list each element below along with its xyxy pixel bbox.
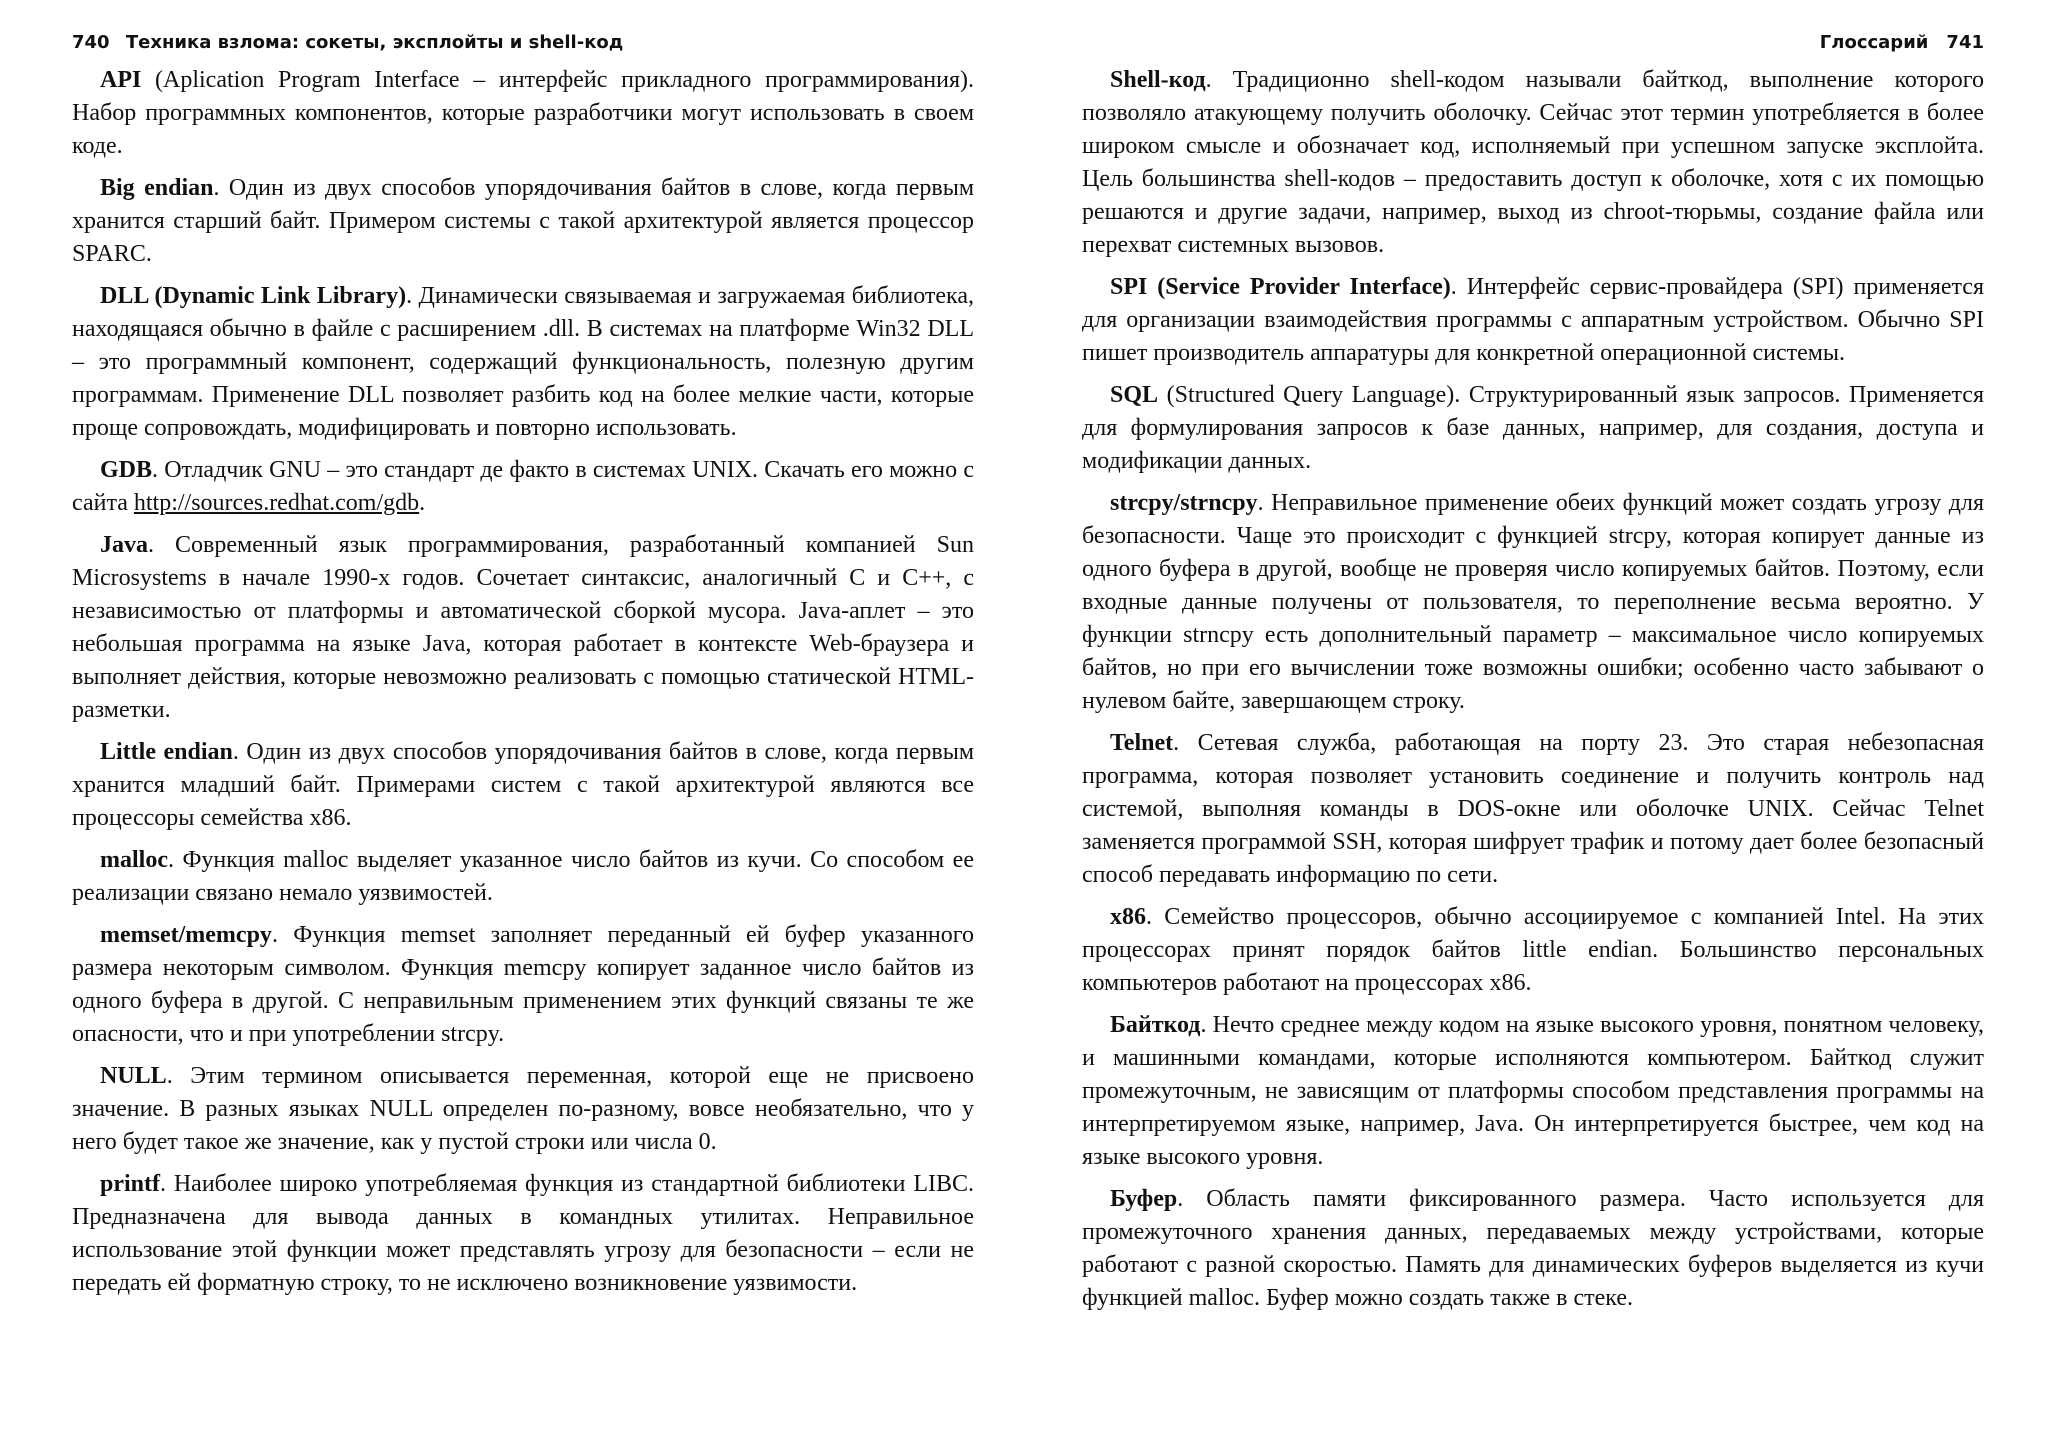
glossary-entry-printf — [72, 1168, 974, 1300]
glossary-entry-sql — [1082, 379, 1984, 478]
right-page — [1082, 0, 1984, 1447]
glossary-term: SQL — [1110, 382, 1159, 408]
glossary-definition: . Функция malloc выделяет указанное число байтов из кучи. Со способом ее реализации связано немало уязвимостей. — [72, 847, 974, 906]
glossary-definition: . Современный язык программирования, разработанный компанией Sun Microsystems в начале 1990-х годов. Сочетает синтаксис, аналогичный C и C++, с независимостью от платформы и автоматической сборкой мусора. Java-аплет – это небольшая программа на языке Java, которая работает в контексте Web-браузера и выполняет действия, которые невозможно реализовать с помощью статической HTML-разметки. — [72, 532, 974, 723]
page-number-left: 740 — [72, 32, 110, 53]
glossary-entry-little-endian — [72, 736, 974, 835]
glossary-definition: (Structured Query Language). Структурированный язык запросов. Применяется для формулирования запросов к базе данных, например, для создания, доступа и модификации данных. — [1082, 382, 1984, 474]
glossary-definition: (Aplication Program Interface – интерфейс прикладного программирования). Набор программных компонентов, которые разработчики могут использовать в своем коде. — [72, 67, 974, 159]
glossary-entry-java — [72, 529, 974, 727]
glossary-term: printf — [100, 1171, 160, 1197]
glossary-definition-end: . — [419, 490, 426, 516]
glossary-entry-null — [72, 1060, 974, 1159]
glossary-entry-memset-memcpy — [72, 919, 974, 1051]
glossary-term: strcpy/strncpy — [1110, 490, 1258, 516]
running-head-right — [1082, 28, 1984, 58]
running-head-left — [72, 28, 974, 58]
book-title: Техника взлома: сокеты, эксплойты и shell-код — [125, 32, 624, 53]
glossary-definition: . Семейство процессоров, обычно ассоциируемое с компанией Intel. На этих процессорах принят порядок байтов little endian. Большинство персональных компьютеров работают на процессорах x86. — [1082, 904, 1984, 996]
glossary-entry-gdb — [72, 454, 974, 520]
glossary-entry-strcpy-strncpy — [1082, 487, 1984, 718]
page-number-right: 741 — [1946, 32, 1984, 53]
glossary-term: GDB — [100, 457, 153, 483]
glossary-term: NULL — [100, 1063, 167, 1089]
glossary-entry-bytecode — [1082, 1009, 1984, 1174]
glossary-definition: . Неправильное применение обеих функций может создать угрозу для безопасности. Чаще это происходит с функцией strcpy, которая копирует данные из одного буфера в другой, вообще не проверяя число копируемых байтов. Поэтому, если входные данные получены от пользователя, то переполнение весьма вероятно. У функции strncpy есть дополнительный параметр – максимальное число копируемых байтов, но при его вычислении тоже возможны ошибки; особенно часто забывают о нулевом байте, завершающем строку. — [1082, 490, 1984, 714]
glossary-definition: . Сетевая служба, работающая на порту 23. Это старая небезопасная программа, которая позволяет установить соединение и получить контроль над системой, выполняя команды в DOS-окне или оболочке UNIX. Сейчас Telnet заменяется программой SSH, которая шифрует трафик и потому дает более безопасный способ передавать информацию по сети. — [1082, 730, 1984, 888]
glossary-entry-spi — [1082, 271, 1984, 370]
glossary-definition: . Динамически связываемая и загружаемая библиотека, находящаяся обычно в файле с расширением .dll. В системах на платформе Win32 DLL – это программный компонент, содержащий функциональность, полезную другим программам. Применение DLL позволяет разбить код на более мелкие части, которые проще сопровождать, модифицировать и повторно использовать. — [72, 283, 974, 441]
glossary-entry-api — [72, 64, 974, 163]
glossary-entry-x86 — [1082, 901, 1984, 1000]
glossary-term: memset/memcpy — [100, 922, 272, 948]
glossary-term: Java — [100, 532, 148, 558]
glossary-definition: . Нечто среднее между кодом на языке высокого уровня, понятном человеку, и машинными командами, которые исполняются компьютером. Байткод служит промежуточным, не зависящим от платформы способом представления программы на интерпретируемом языке, например, Java. Он интерпретируется быстрее, чем код на языке высокого уровня. — [1082, 1012, 1984, 1170]
glossary-term: DLL (Dynamic Link Library) — [100, 283, 407, 309]
gdb-url-link[interactable]: http://sources.redhat.com/gdb — [133, 490, 420, 516]
glossary-definition: . Традиционно shell-кодом называли байткод, выполнение которого позволяло атакующему получить оболочку. Сейчас этот термин употребляется в более широком смысле и обозначает код, исполняемый при успешном запуске эксплойта. Цель большинства shell-кодов – предоставить доступ к оболочке, хотя с их помощью решаются и другие задачи, например, выход из chroot-тюрьмы, создание файла или перехват системных вызовов. — [1082, 67, 1984, 258]
glossary-entry-dll — [72, 280, 974, 445]
glossary-term: malloc — [100, 847, 168, 873]
glossary-definition: . Область памяти фиксированного размера. Часто используется для промежуточного хранения данных, передаваемых между устройствами, которые работают с разной скоростью. Память для динамических буферов выделяется из кучи функцией malloc. Буфер можно создать также в стеке. — [1082, 1186, 1984, 1311]
glossary-definition: . Один из двух способов упорядочивания байтов в слове, когда первым хранится старший байт. Примером системы с такой архитектурой является процессор SPARC. — [72, 175, 974, 267]
glossary-term: Буфер — [1110, 1186, 1178, 1212]
glossary-definition: . Интерфейс сервис-провайдера (SPI) применяется для организации взаимодействия программы с аппаратным устройством. Обычно SPI пишет производитель аппаратуры для конкретной операционной системы. — [1082, 274, 1984, 366]
glossary-definition: . Функция memset заполняет переданный ей буфер указанного размера некоторым символом. Функция memcpy копирует заданное число байтов из одного буфера в другой. С неправильным применением этих функций связаны те же опасности, что и при употреблении strcpy. — [72, 922, 974, 1047]
glossary-term: API — [100, 67, 142, 93]
glossary-term: Telnet — [1110, 730, 1174, 756]
glossary-term: Байткод — [1110, 1012, 1201, 1038]
glossary-definition: . Наиболее широко употребляемая функция из стандартной библиотеки LIBC. Предназначена для вывода данных в командных утилитах. Неправильное использование этой функции может представлять угрозу для безопасности – если не передать ей форматную строку, то не исключено возникновение уязвимости. — [72, 1171, 974, 1296]
right-page-body — [1082, 64, 1984, 1324]
glossary-term: SPI (Service Provider Interface) — [1110, 274, 1451, 300]
glossary-term: Little endian — [100, 739, 233, 765]
glossary-entry-big-endian — [72, 172, 974, 271]
glossary-definition: . Этим термином описывается переменная, которой еще не присвоено значение. В разных языках NULL определен по-разному, вовсе необязательно, что у него будет такое же значение, как у пустой строки или числа 0. — [72, 1063, 974, 1155]
glossary-term: Big endian — [100, 175, 214, 201]
glossary-entry-buffer — [1082, 1183, 1984, 1315]
chapter-title: Глоссарий — [1819, 32, 1929, 53]
left-page-body — [72, 64, 974, 1309]
glossary-entry-telnet — [1082, 727, 1984, 892]
glossary-term: Shell-код — [1110, 67, 1206, 93]
glossary-entry-shell-code — [1082, 64, 1984, 262]
glossary-definition: . Один из двух способов упорядочивания байтов в слове, когда первым хранится младший байт. Примерами систем с такой архитектурой являются все процессоры семейства x86. — [72, 739, 975, 831]
glossary-definition: . Отладчик GNU – это стандарт де факто в системах UNIX. Скачать его можно с сайта — [72, 457, 974, 516]
glossary-entry-malloc — [72, 844, 974, 910]
glossary-term: x86 — [1110, 904, 1146, 930]
left-page — [72, 0, 974, 1447]
